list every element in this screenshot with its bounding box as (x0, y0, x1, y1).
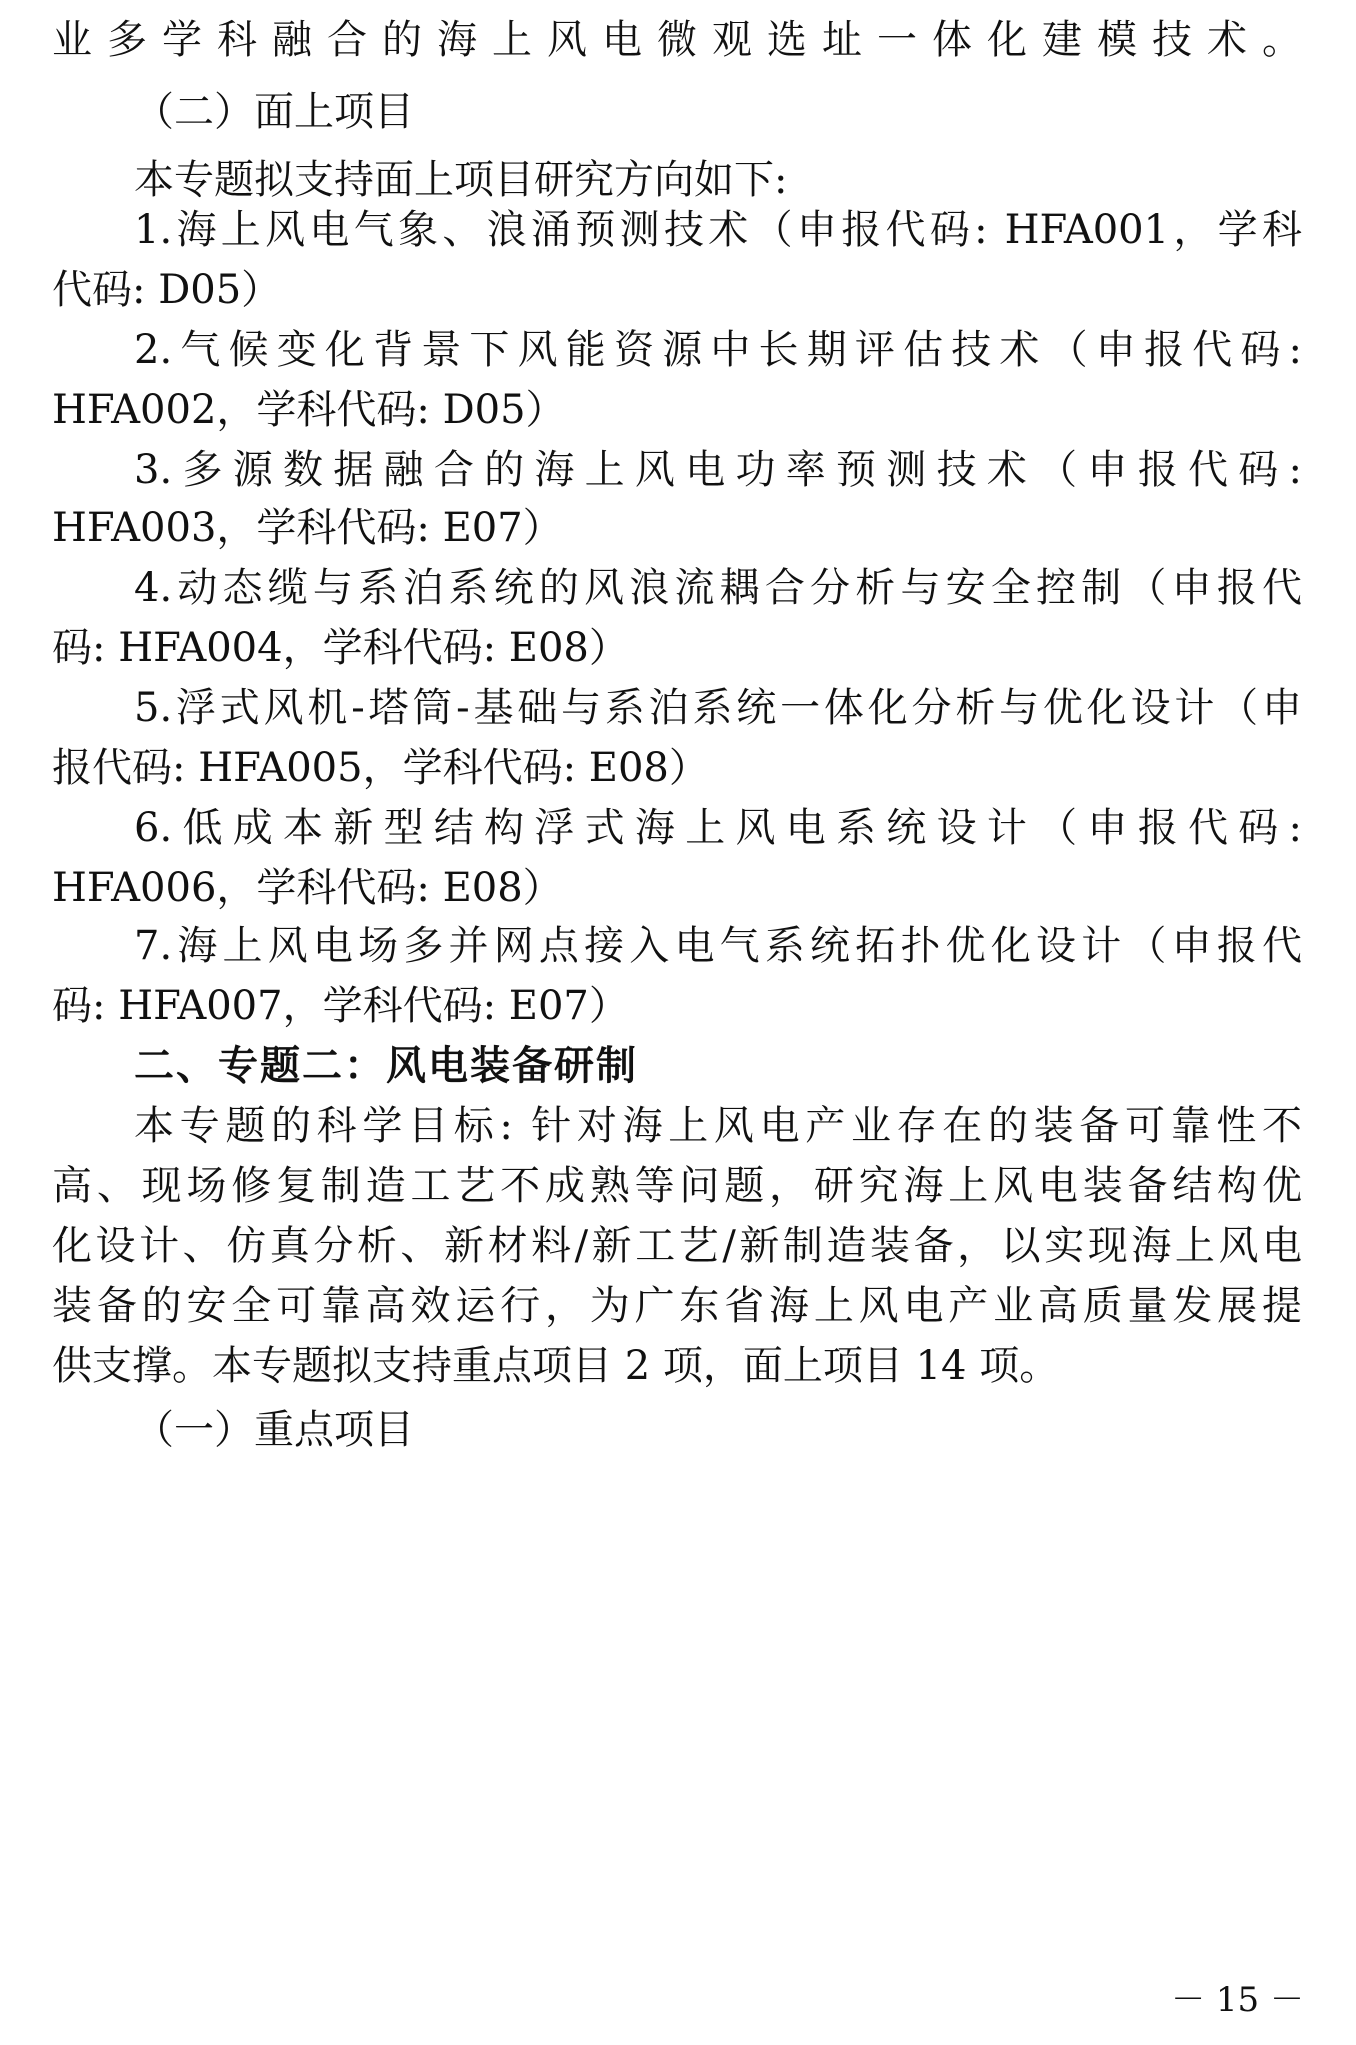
list-item-2-line-1: 2.气候变化背景下风能资源中长期评估技术（申报代码: (134, 327, 1302, 373)
text-line-3: 本专题拟支持面上项目研究方向如下: (134, 157, 788, 203)
list-item-1-line-1: 1.海上风电气象、浪涌预测技术（申报代码: HFA001，学科 (134, 207, 1302, 253)
list-item-4-line-2: 码: HFA004，学科代码: E08） (52, 625, 629, 671)
text-line-1: 业多学科融合的海上风电微观选址一体化建模技术。 (52, 17, 1302, 63)
page-number: － 15 － (1171, 1980, 1304, 2020)
list-item-7-line-1: 7.海上风电场多并网点接入电气系统拓扑优化设计（申报代 (134, 923, 1302, 969)
list-item-7-line-2: 码: HFA007，学科代码: E07） (52, 983, 629, 1029)
paragraph-line-4: 装备的安全可靠高效运行，为广东省海上风电产业高质量发展提 (52, 1283, 1302, 1329)
list-item-1-line-2: 代码: D05） (52, 267, 282, 313)
paragraph-line-2: 高、现场修复制造工艺不成熟等问题，研究海上风电装备结构优 (52, 1163, 1302, 1209)
list-item-6-line-2: HFA006，学科代码: E08） (52, 865, 563, 911)
section-heading-general-projects: （二）面上项目 (134, 89, 414, 135)
list-item-6-line-1: 6.低成本新型结构浮式海上风电系统设计（申报代码: (134, 805, 1302, 851)
section-heading-key-projects: （一）重点项目 (134, 1407, 414, 1453)
list-item-3-line-1: 3.多源数据融合的海上风电功率预测技术（申报代码: (134, 447, 1302, 493)
list-item-5-line-1: 5.浮式风机-塔筒-基础与系泊系统一体化分析与优化设计（申 (134, 685, 1302, 731)
paragraph-line-1: 本专题的科学目标: 针对海上风电产业存在的装备可靠性不 (134, 1103, 1302, 1149)
list-item-4-line-1: 4.动态缆与系泊系统的风浪流耦合分析与安全控制（申报代 (134, 565, 1302, 611)
list-item-3-line-2: HFA003，学科代码: E07） (52, 505, 563, 551)
list-item-2-line-2: HFA002，学科代码: D05） (52, 387, 566, 433)
list-item-5-line-2: 报代码: HFA005，学科代码: E08） (52, 745, 709, 791)
paragraph-line-3: 化设计、仿真分析、新材料/新工艺/新制造装备，以实现海上风电 (52, 1223, 1302, 1269)
section-heading-topic-two: 二、专题二：风电装备研制 (134, 1043, 638, 1089)
paragraph-line-5: 供支撑。本专题拟支持重点项目 2 项，面上项目 14 项。 (52, 1343, 1060, 1389)
